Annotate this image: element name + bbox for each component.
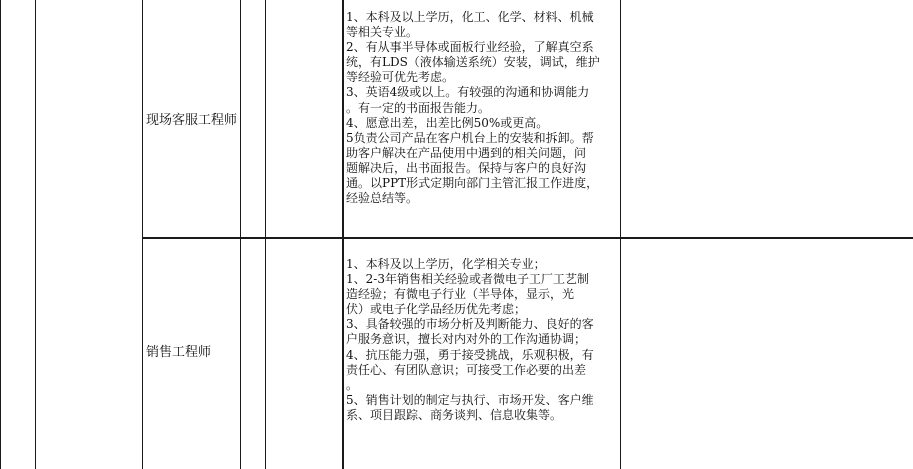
grid-line xyxy=(240,0,241,469)
requirement-line: 4、愿意出差，出差比例50%或更高。 xyxy=(346,115,549,130)
requirement-line: 。 xyxy=(346,377,359,392)
job-title-cell: 现场客服工程师 xyxy=(146,113,238,128)
requirement-line: 伏）或电子化学品经历优先考虑； xyxy=(346,302,527,317)
requirement-line: 1、2-3年销售相关经验或者微电子工厂工艺制 xyxy=(346,272,589,287)
requirement-line: 。有一定的书面报告能力。 xyxy=(346,100,491,115)
grid-line xyxy=(35,0,36,469)
requirement-line: 3、英语4级或以上。有较强的沟通和协调能力 xyxy=(346,85,590,100)
grid-line xyxy=(265,0,266,469)
requirement-line: 2、有从事半导体或面板行业经验，了解真空系 xyxy=(346,40,594,55)
requirement-line: 助客户解决在产品使用中遇到的相关问题，问 xyxy=(346,145,587,160)
requirement-line: 1、本科及以上学历，化工、化学、材料、机械 xyxy=(346,10,594,24)
requirement-line: 通。以PPT形式定期向部门主管汇报工作进度， xyxy=(346,176,599,191)
requirement-line: 3、具备较强的市场分析及判断能力、良好的客 xyxy=(346,317,594,332)
requirement-line: 责任心、有团队意识；可接受工作必要的出差 xyxy=(346,362,587,377)
job-title-cell: 销售工程师 xyxy=(146,345,212,360)
requirement-line: 1、本科及以上学历，化学相关专业； xyxy=(346,257,546,271)
requirement-line: 4、抗压能力强，勇于接受挑战，乐观积极，有 xyxy=(346,347,594,362)
row-divider xyxy=(142,237,913,239)
grid-line xyxy=(142,0,143,469)
requirement-line: 题解决后，出书面报告。保持与客户的良好沟 xyxy=(346,160,587,175)
requirement-line: 5负责公司产品在客户机台上的安装和拆卸。帮 xyxy=(346,130,594,145)
requirement-line: 经验总结等。 xyxy=(346,191,419,206)
requirement-line: 5、销售计划的制定与执行、市场开发、客户维 xyxy=(346,392,594,407)
grid-line xyxy=(0,0,1,469)
requirement-line: 统，有LDS（液体输送系统）安装，调试，维护 xyxy=(346,55,600,70)
grid-line xyxy=(342,0,344,469)
requirement-line: 造经验；有微电子行业（半导体，显示，光 xyxy=(346,287,575,302)
requirement-line: 系、项目跟踪、商务谈判、信息收集等。 xyxy=(346,407,563,422)
requirement-line: 户服务意识，擅长对内对外的工作沟通协调； xyxy=(346,332,587,347)
requirement-line: 等经验可优先考虑。 xyxy=(346,70,455,85)
requirement-line: 等相关专业。 xyxy=(346,25,419,40)
grid-line xyxy=(620,0,621,469)
job-requirements-cell xyxy=(346,257,618,423)
job-requirements-cell xyxy=(346,10,618,206)
